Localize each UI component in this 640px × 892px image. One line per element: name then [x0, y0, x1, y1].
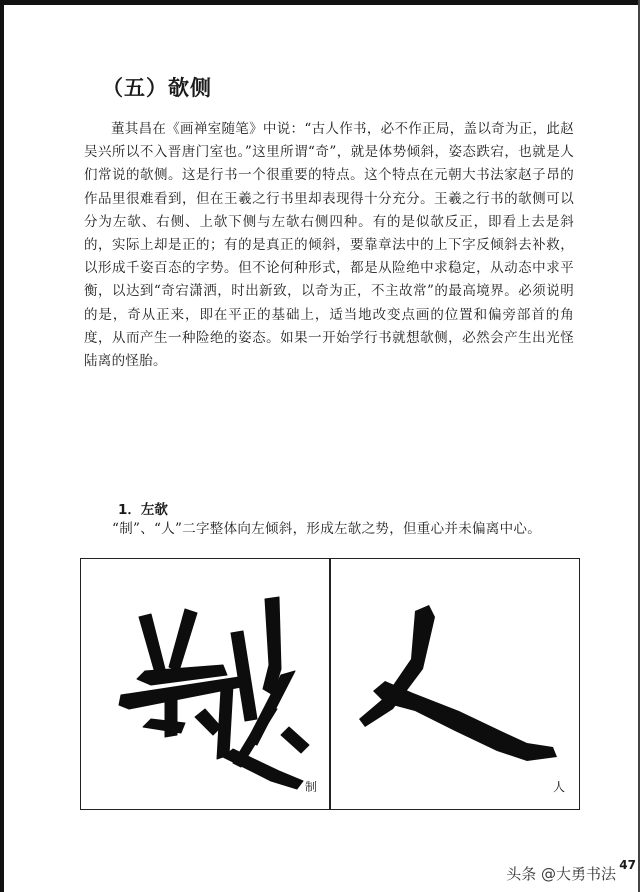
watermark-text: 头条 @大勇书法 [506, 865, 616, 883]
calligraphy-ren-image [331, 559, 579, 809]
subsection-title: 1．左欹 [118, 502, 168, 518]
plate-zhi [81, 559, 329, 809]
body-paragraph: 董其昌在《画禅室随笔》中说：“古人作书，必不作正局，盖以奇为正，此赵吴兴所以不入晋唐门室也。”这里所谓“奇”，就是体势倾斜，姿态跌宕，也就是人们常说的欹侧。这是行书一个很重要的特点。这个特点在元朝大书法家赵子昂的作品里很难看到，但在王羲之行书里却表现得十分充分。王羲之行书的欹侧可以分为左欹、右侧、上欹下侧与左欹右侧四种。有的是似欹反正，即看上去是斜的，实际上却是正的；有的是真正的倾斜，要靠章法中的上下字反倾斜去补救，以形成千姿百态的字势。但不论何种形式，都是从险绝中求稳定，从动态中求平衡，以达到“奇宕潇洒，时出新致，以奇为正，不主故常”的最高境界。必须说明的是，奇从正来，即在平正的基础上，适当地改变点画的位置和偏旁部首的角度，从而产生一种险绝的姿态。如果一开始学行书就想欹侧，必然会产生出光怪陆离的怪胎。 [84, 121, 574, 370]
calligraphy-zhi-image [81, 559, 329, 809]
calligraphy-plates [80, 558, 580, 810]
page-number: 47 [619, 858, 636, 872]
plate-caption-ren: 人 [552, 780, 565, 794]
scan-left-edge [0, 0, 4, 892]
subsection-description: “制”、“人”二字整体向左倾斜，形成左欹之势，但重心并未偏离中心。 [112, 521, 542, 537]
scan-top-edge [0, 0, 640, 5]
section-title: （五）欹侧 [102, 76, 212, 100]
plate-ren [331, 559, 579, 809]
plate-caption-zhi: 制 [304, 780, 317, 794]
